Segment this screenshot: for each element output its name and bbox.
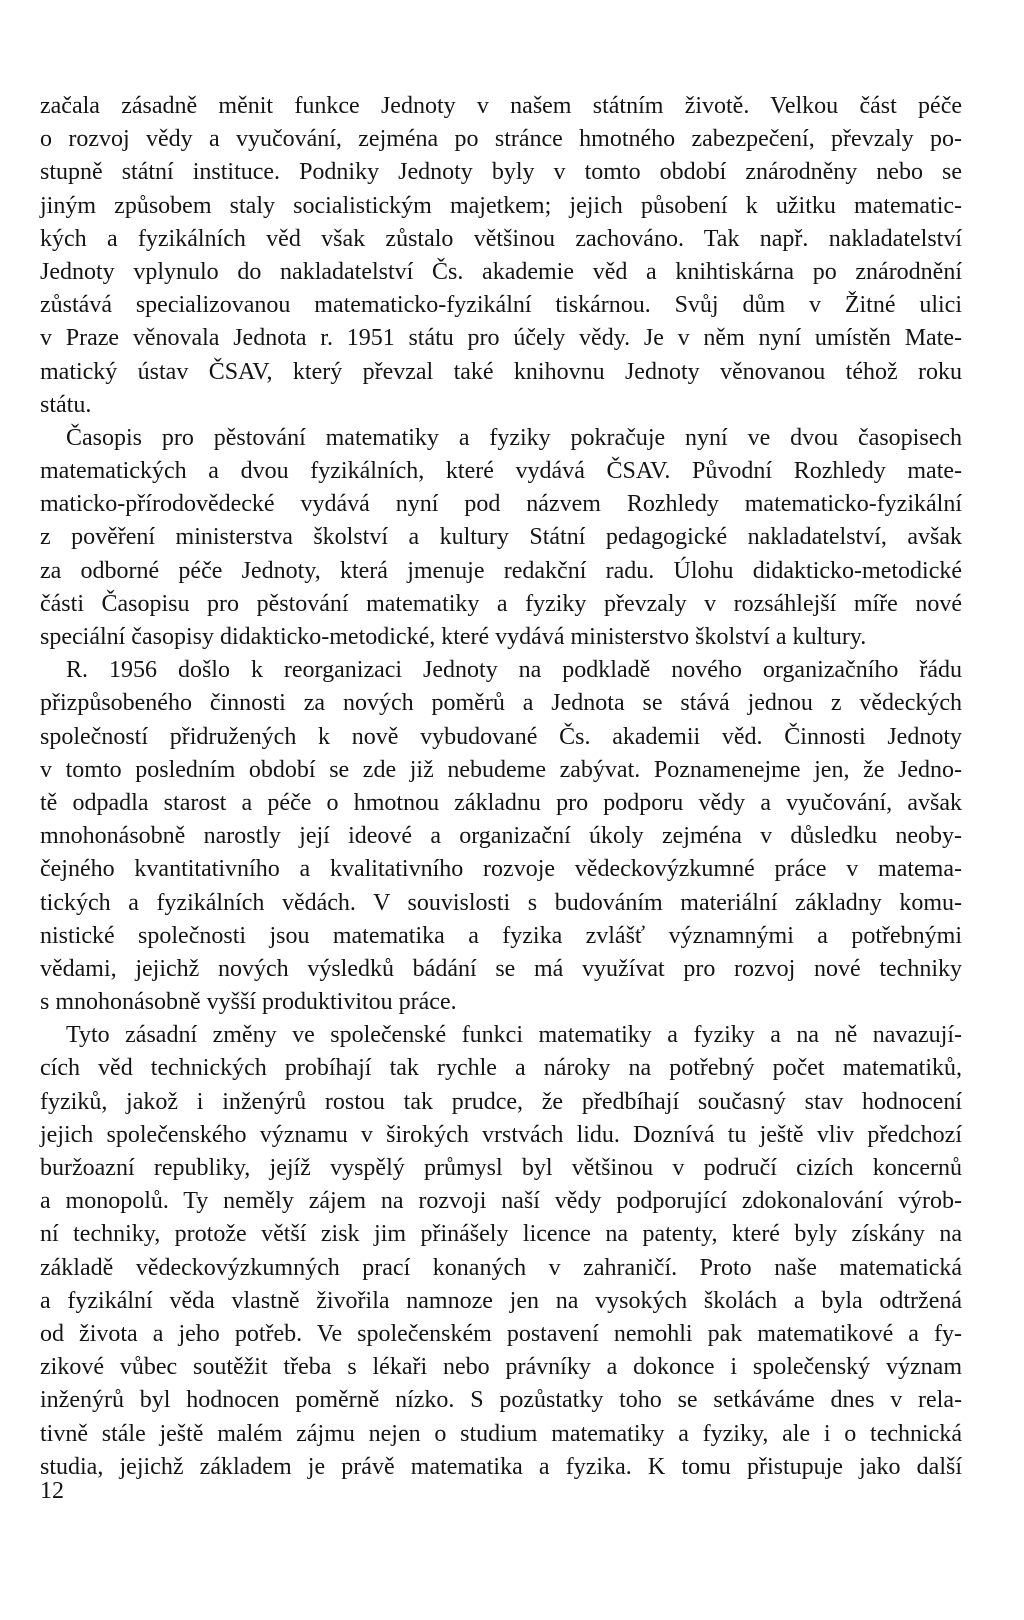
text-line: fyziků, jakož i inženýrů rostou tak prudce, že předbíhají současný stav hodnocení xyxy=(40,1088,962,1115)
text-line: a monopolů. Ty neměly zájem na rozvoji naší vědy podporující zdokonalování výrob- xyxy=(40,1188,962,1215)
text-line: buržoazní republiky, jejíž vyspělý průmysl byl většinou v područí cizích koncernů xyxy=(40,1155,962,1181)
text-line: vědami, jejichž nových výsledků bádání se má využívat pro rozvoj nové techniky xyxy=(40,955,962,982)
text-line: začala zásadně měnit funkce Jednoty v našem státním životě. Velkou část péče xyxy=(40,93,962,119)
text-line: zikové vůbec soutěžit třeba s lékaři nebo právníky a dokonce i společenský význam xyxy=(40,1354,962,1381)
text-line: R. 1956 došlo k reorganizaci Jednoty na podkladě nového organizačního řádu xyxy=(66,657,962,684)
text-line: přizpůsobeného činnosti za nových poměrů a Jednota se stává jednou z vědeckých xyxy=(40,690,962,717)
text-line: cích věd technických probíhají tak rychle a nároky na potřebný počet matematiků, xyxy=(40,1055,962,1082)
text-line: v Praze věnovala Jednota r. 1951 státu pro účely vědy. Je v něm nyní umístěn Mate- xyxy=(40,325,962,352)
text-line: matematických a dvou fyzikálních, které vydává ČSAV. Původní Rozhledy mate- xyxy=(40,458,962,485)
text-line: mnohonásobně narostly její ideové a organizační úkoly zejména v důsledku neoby- xyxy=(40,823,962,850)
text-line: tě odpadla starost a péče o hmotnou základnu pro podporu vědy a vyučování, avšak xyxy=(40,789,962,816)
text-line: v tomto posledním období se zde již nebudeme zabývat. Poznamenejme jen, že Jedno- xyxy=(40,756,962,783)
text-line: jejich společenského významu v širokých vrstvách lidu. Doznívá tu ještě vliv předchozí xyxy=(40,1121,962,1148)
text-line: speciální časopisy didakticko-metodické, které vydává ministerstvo školství a kultury. xyxy=(40,624,867,650)
text-line: tivně stále ještě malém zájmu nejen o studium matematiky a fyziky, ale i o technická xyxy=(40,1420,962,1447)
text-line: zůstává specializovanou matematicko-fyzikální tiskárnou. Svůj dům v Žitné ulici xyxy=(40,292,962,319)
text-line: nistické společnosti jsou matematika a fyzika zvlášť významnými a potřebnými xyxy=(40,922,962,949)
page-number: 12 xyxy=(40,1478,64,1504)
body-text xyxy=(40,90,962,1484)
text-line: matický ústav ČSAV, který převzal také knihovnu Jednoty věnovanou téhož roku xyxy=(40,358,962,385)
text-line: základě vědeckovýzkumných prací konaných v zahraničí. Proto naše matematická xyxy=(40,1254,962,1281)
text-line: tických a fyzikálních vědách. V souvislosti s budováním materiální základny komu- xyxy=(40,889,962,916)
text-line: čejného kvantitativního a kvalitativního rozvoje vědeckovýzkumné práce v matema- xyxy=(40,856,962,883)
text-line: za odborné péče Jednoty, která jmenuje redakční radu. Úlohu didakticko-metodické xyxy=(40,557,962,584)
text-line: části Časopisu pro pěstování matematiky a fyziky převzaly v rozsáhlejší míře nové xyxy=(40,590,962,617)
text-line: inženýrů byl hodnocen poměrně nízko. S pozůstatky toho se setkáváme dnes v rela- xyxy=(40,1387,962,1414)
text-line: stupně státní instituce. Podniky Jednoty byly v tomto období znárodněny nebo se xyxy=(40,159,962,186)
text-line: od života a jeho potřeb. Ve společenském postavení nemohli pak matematikové a fy- xyxy=(40,1320,962,1347)
text-line: jiným způsobem staly socialistickým majetkem; jejich působení k užitku matematic- xyxy=(40,192,962,219)
text-line: s mnohonásobně vyšší produktivitou práce. xyxy=(40,989,457,1016)
text-line: Jednoty vplynulo do nakladatelství Čs. akademie věd a knihtiskárna po znárodnění xyxy=(40,258,962,285)
text-line: a fyzikální věda vlastně živořila namnoze jen na vysokých školách a byla odtržená xyxy=(40,1287,962,1314)
text-line: Časopis pro pěstování matematiky a fyziky pokračuje nyní ve dvou časopisech xyxy=(66,424,962,451)
text-line: z pověření ministerstva školství a kultury Státní pedagogické nakladatelství, avšak xyxy=(40,524,962,551)
text-line: Tyto zásadní změny ve společenské funkci matematiky a fyziky a na ně navazují- xyxy=(66,1022,962,1049)
text-line: o rozvoj vědy a vyučování, zejména po stránce hmotného zabezpečení, převzaly po- xyxy=(40,126,962,153)
text-line: státu. xyxy=(40,391,92,418)
text-line: maticko-přírodovědecké vydává nyní pod názvem Rozhledy matematicko-fyzikální xyxy=(40,491,962,518)
text-line: ní techniky, protože větší zisk jim přinášely licence na patenty, které byly získány na xyxy=(40,1221,962,1248)
text-line: společností přidružených k nově vybudované Čs. akademii věd. Činnosti Jednoty xyxy=(40,723,962,750)
text-line: kých a fyzikálních věd však zůstalo většinou zachováno. Tak např. nakladatelství xyxy=(40,225,962,252)
text-line: studia, jejichž základem je právě matematika a fyzika. K tomu přistupuje jako další xyxy=(40,1453,962,1480)
